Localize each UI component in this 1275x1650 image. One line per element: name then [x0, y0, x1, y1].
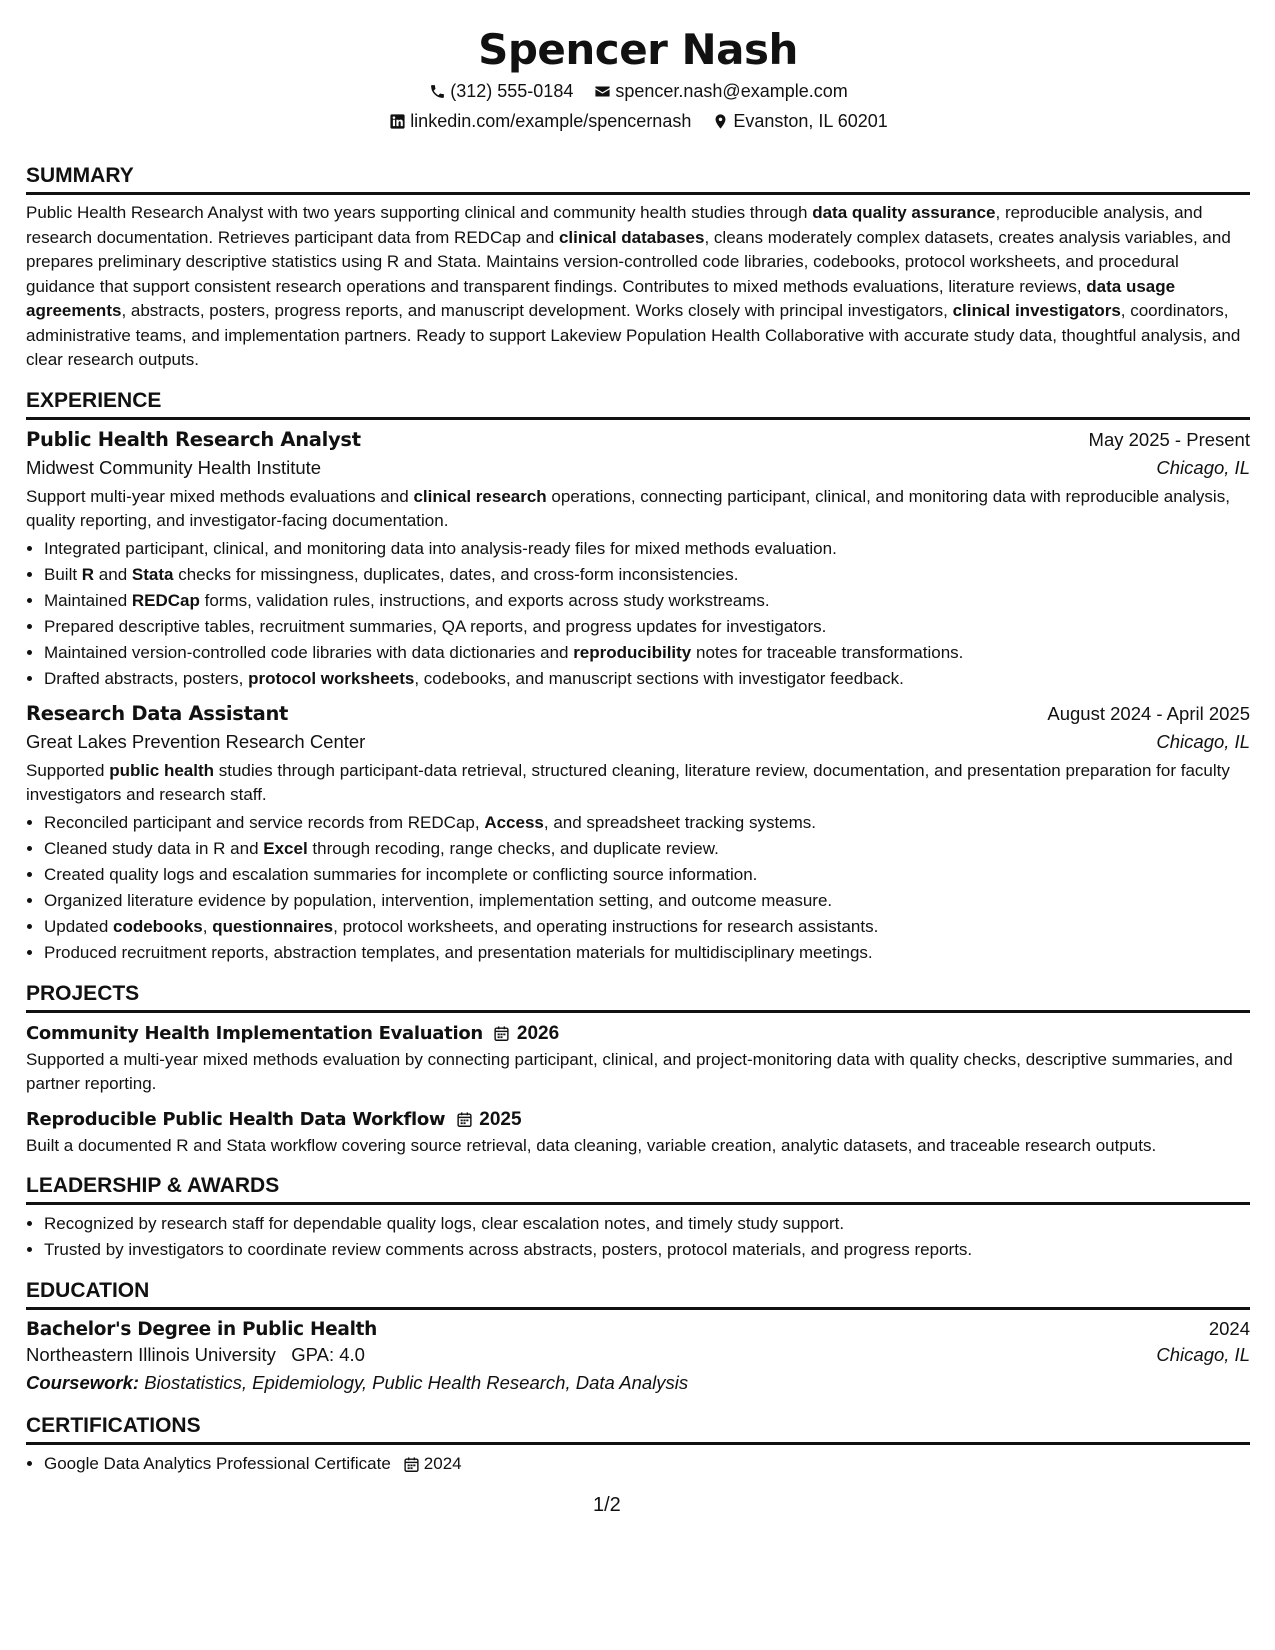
leadership-section: [26, 1172, 1250, 1263]
page-number: 1/2: [593, 1494, 621, 1516]
linkedin-contact[interactable]: [388, 106, 691, 136]
project-1-description: Supported a multi-year mixed methods evaluation by connecting participant, clinical, and project-monitoring data with quality checks, descriptive summaries, and partner reporting.: [26, 1049, 1233, 1093]
list-item: • Drafted abstracts, posters, protocol worksheets, codebooks, and manuscript sections with investigator feedback.: [44, 666, 1250, 692]
contact-row-2: [26, 106, 1250, 136]
coursework-line: [26, 1372, 1250, 1394]
job-1-description: Support multi-year mixed methods evaluations and clinical research operations, connecting participant, clinical, and monitoring data with reproducible analysis, quality reporting, and investigator-facing documentation.: [26, 486, 1230, 530]
degree-year: 2024: [1208, 1318, 1250, 1339]
list-item: • Maintained version-controlled code libraries with data dictionaries and reproducibility notes for traceable transformations.: [44, 640, 1250, 666]
job-2-location: Chicago, IL: [1156, 730, 1250, 752]
gpa: GPA: 4.0: [291, 1344, 365, 1365]
calendar-icon: [493, 1025, 511, 1043]
location-text: Evanston, IL 60201: [733, 111, 888, 131]
certifications-section: [26, 1412, 1250, 1477]
phone-icon: [428, 82, 446, 100]
certificate-name: • Google Data Analytics Professional Certificate: [44, 1454, 391, 1473]
job-1-location: Chicago, IL: [1156, 456, 1250, 478]
project-2-title: Reproducible Public Health Data Workflow: [26, 1109, 446, 1130]
map-pin-icon: [711, 112, 729, 130]
leadership-heading: LEADERSHIP & AWARDS: [26, 1172, 1250, 1205]
job-2-title: Research Data Assistant: [26, 701, 289, 725]
list-item: • Recognized by research staff for dependable quality logs, clear escalation notes, and timely study support.: [44, 1211, 1250, 1237]
project-1-year-wrap: [493, 1023, 559, 1045]
education-section: [26, 1277, 1250, 1394]
phone-text: (312) 555-0184: [450, 81, 574, 101]
summary-section: [26, 162, 1250, 373]
job-1-org: Midwest Community Health Institute: [26, 456, 322, 478]
email-contact[interactable]: [593, 76, 847, 106]
list-item: • Built R and Stata checks for missingness, duplicates, dates, and cross-form inconsistencies.: [44, 562, 1250, 588]
project-2-year-wrap: [455, 1109, 521, 1131]
list-item: • Produced recruitment reports, abstraction templates, and presentation materials for multidisciplinary meetings.: [44, 940, 1250, 966]
linkedin-text[interactable]: linkedin.com/example/spencernash: [410, 111, 692, 131]
contact-row-1: [26, 76, 1250, 106]
summary-heading: SUMMARY: [26, 162, 1250, 195]
job-2-org: Great Lakes Prevention Research Center: [26, 730, 366, 752]
linkedin-icon: [388, 112, 406, 130]
degree-line: [26, 1318, 1250, 1340]
coursework-label: Coursework:: [26, 1372, 140, 1393]
school-location: Chicago, IL: [1156, 1344, 1250, 1365]
job-1-title: Public Health Research Analyst: [26, 427, 361, 451]
location-contact: [711, 106, 887, 136]
experience-section: [26, 387, 1250, 966]
projects-section: [26, 980, 1250, 1159]
experience-heading: EXPERIENCE: [26, 387, 1250, 420]
calendar-icon: [455, 1111, 473, 1129]
project-2-header: [26, 1109, 1250, 1131]
job-2-dates: August 2024 - April 2025: [1047, 702, 1250, 724]
job-1-header: [26, 428, 1250, 451]
certificate-year: 2024: [423, 1454, 462, 1473]
job-2-org-line: [26, 731, 1250, 753]
resume-page: [26, 0, 1250, 1477]
list-item: • Updated codebooks, questionnaires, protocol worksheets, and operating instructions for research assistants.: [44, 914, 1250, 940]
envelope-icon: [593, 82, 611, 100]
certifications-list: [26, 1451, 1250, 1477]
certifications-heading: CERTIFICATIONS: [26, 1412, 1250, 1445]
list-item: [44, 1451, 1250, 1477]
school-info: [26, 1344, 365, 1366]
project-2-description: Built a documented R and Stata workflow covering source retrieval, data cleaning, variable creation, analytic datasets, and traceable research outputs.: [26, 1135, 1157, 1155]
summary-text: Public Health Research Analyst with two years supporting clinical and community health studies through data quality assurance, reproducible analysis, and research documentation. Retrieves participant data from REDCap and clinical databases, cleans moderately complex datasets, creates analysis variables, and prepares preliminary descriptive statistics using R and Stata. Maintains version-controlled code libraries, codebooks, protocol worksheets, and procedural guidance that support consistent research operations and transparent findings. Contributes to mixed methods evaluations, literature reviews, data usage agreements, abstracts, posters, progress reports, and manuscript development. Works closely with principal investigators, clinical investigators, coordinators, administrative teams, and implementation partners. Ready to support Lakeview Population Health Collaborative with accurate study data, thoughtful analysis, and clear research outputs.: [26, 203, 1241, 369]
coursework-list: Biostatistics, Epidemiology, Public Health Research, Data Analysis: [139, 1372, 689, 1393]
job-2-description: Supported public health studies through participant-data retrieval, structured cleaning, literature review, documentation, and presentation preparation for faculty investigators and research staff.: [26, 760, 1230, 804]
list-item: • Trusted by investigators to coordinate review comments across abstracts, posters, protocol materials, and progress reports.: [44, 1237, 1250, 1263]
job-2-header: [26, 702, 1250, 725]
education-heading: EDUCATION: [26, 1277, 1250, 1310]
candidate-name: Spencer Nash: [478, 25, 798, 74]
project-1-title: Community Health Implementation Evaluation: [26, 1023, 483, 1044]
job-1-bullets: [26, 536, 1250, 692]
list-item: • Cleaned study data in R and Excel through recoding, range checks, and duplicate review.: [44, 836, 1250, 862]
list-item: • Reconciled participant and service records from REDCap, Access, and spreadsheet tracking systems.: [44, 810, 1250, 836]
list-item: • Maintained REDCap forms, validation rules, instructions, and exports across study workstreams.: [44, 588, 1250, 614]
projects-heading: PROJECTS: [26, 980, 1250, 1013]
list-item: • Integrated participant, clinical, and monitoring data into analysis-ready files for mixed methods evaluation.: [44, 536, 1250, 562]
school-name: Northeastern Illinois University: [26, 1344, 276, 1365]
email-text[interactable]: spencer.nash@example.com: [615, 81, 848, 101]
project-1-year: 2026: [516, 1022, 560, 1044]
leadership-bullets: [26, 1211, 1250, 1263]
school-line: [26, 1344, 1250, 1366]
project-1-header: [26, 1023, 1250, 1045]
project-2-year: 2025: [479, 1108, 522, 1130]
list-item: • Created quality logs and escalation summaries for incomplete or conflicting source information.: [44, 862, 1250, 888]
phone-contact: [428, 76, 573, 106]
job-2-bullets: [26, 810, 1250, 966]
calendar-icon: [403, 1455, 421, 1473]
list-item: • Organized literature evidence by population, intervention, implementation setting, and outcome measure.: [44, 888, 1250, 914]
job-1-org-line: [26, 457, 1250, 479]
job-1-dates: May 2025 - Present: [1088, 428, 1250, 450]
list-item: • Prepared descriptive tables, recruitment summaries, QA reports, and progress updates for investigators.: [44, 614, 1250, 640]
degree-title: Bachelor's Degree in Public Health: [26, 1319, 378, 1340]
